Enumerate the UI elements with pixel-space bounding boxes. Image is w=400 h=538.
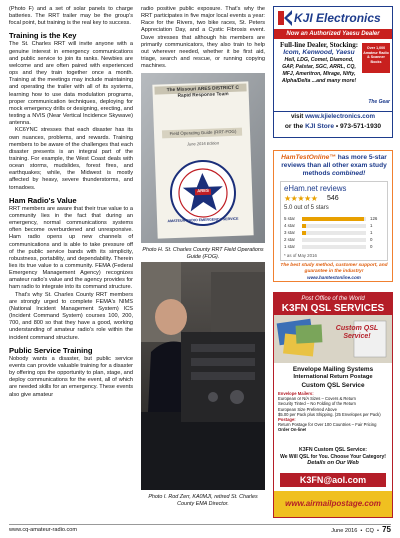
kji-contact xyxy=(274,111,392,137)
ham-star-row-label: 1 star xyxy=(284,244,295,249)
section-heading-training: Training is the Key xyxy=(9,31,77,41)
article-column-2 xyxy=(141,6,265,70)
k3fn-list-head: Postage: xyxy=(278,417,296,423)
kji-visit-label: visit xyxy=(290,113,304,120)
footer-issue: June 2016 • CQ • 75 xyxy=(331,525,391,534)
ham-review-count: 546 xyxy=(327,195,339,202)
ham-star-row-count: 0 xyxy=(370,244,373,249)
k3fn-details xyxy=(278,391,390,433)
kji-store: KJI Store xyxy=(305,123,335,130)
ares-seal-text: AMATEUR RADIO EMERGENCY SERVICE xyxy=(167,216,239,224)
ham-star-row-label: 2 star xyxy=(284,237,295,242)
ham-url-link[interactable]: www.hamtestonline.com xyxy=(307,275,361,280)
kji-line: Heil, LDG, Comet, Diamond, xyxy=(284,57,354,63)
ham-star-row-bar xyxy=(302,217,366,221)
section-heading-value: Ham Radio's Value xyxy=(9,195,77,205)
ham-star-row xyxy=(284,215,386,222)
kji-product-list xyxy=(278,41,360,85)
k3fn-email-link[interactable]: K3FN@aol.com xyxy=(280,473,386,487)
ham-star-row-fill xyxy=(302,224,306,228)
k3fn-list-item: $5.00 per Pack plus Shipping. (25 Envelopes per Pack) xyxy=(278,411,381,417)
photo-caption-h: Photo H. St. Charles County RRT Field Operations Guide (FOG). xyxy=(142,247,264,260)
k3fn-qsl-line: Details on Our Web xyxy=(307,460,359,466)
k3fn-header xyxy=(274,293,392,315)
k3fn-list-item: European or N/A Sizes – Covers & Return xyxy=(278,396,356,402)
paragraph: radio positive public exposure. That's why the RRT participates in five major local events a year: Race for the Rivers, two bike races, St. Peters Appreciation Day, and a Cystic Fibrosis event. Dave stresses that although his members are primarily communicators, they also train to help out wherever needed, whether it be first aid, triage, search and rescue, or running copying machines. xyxy=(141,6,265,70)
photo-rod-zerr xyxy=(141,262,265,490)
ham-headline-em: combined! xyxy=(331,170,366,177)
k3fn-list-item: European Size Preferred Above xyxy=(278,406,337,412)
footer-date: June 2016 xyxy=(331,528,358,534)
photo-caption-i: Photo I. Rod Zerr, KA0MJI, retired St. Charles County EMA Director. xyxy=(148,494,258,507)
ham-stars-icon: ★★★★★ xyxy=(284,194,318,203)
rod-zerr-image xyxy=(141,262,265,490)
kji-line: Alpha/Delta ...and many more! xyxy=(281,78,357,84)
kji-line: MFJ, Ameritron, Mirage, Nifty, xyxy=(282,71,356,77)
ham-review-box xyxy=(280,181,388,261)
ham-star-row-count: 1 xyxy=(370,223,373,228)
ham-star-row-count: 0 xyxy=(370,237,373,242)
kji-line: Full-line Dealer, Stocking: xyxy=(279,41,359,49)
k3fn-tagline: Post Office of the World xyxy=(301,296,365,302)
kji-brand: KJI Electronics xyxy=(294,11,381,25)
kji-gear: The Gear xyxy=(368,99,390,105)
kji-store-line xyxy=(274,122,392,132)
kji-logo-area xyxy=(274,7,392,29)
ham-star-row-fill xyxy=(302,231,306,235)
kji-line: Icom, Kenwood, Yaesu xyxy=(283,49,355,56)
ham-star-row-count: 126 xyxy=(370,216,378,221)
kji-url-line xyxy=(274,112,392,122)
section-heading-public-service: Public Service Training xyxy=(9,345,93,355)
k3fn-services xyxy=(276,366,390,390)
kji-badge: Over 1,000 Amateur Radio & Scanner Books xyxy=(362,43,390,73)
ham-tagline: The best study method, customer support, and guarantee in the industry! xyxy=(280,263,388,274)
k3fn-list-item: Order On-line! xyxy=(278,427,307,433)
ham-review-site: eHam.net reviews xyxy=(284,184,347,193)
k3fn-url-link[interactable]: www.airmailpostage.com xyxy=(274,491,392,517)
k3fn-custom: Custom QSL Service! xyxy=(335,325,379,340)
ham-star-row-count: 1 xyxy=(370,230,373,235)
paragraph: (Photo F) and a set of solar panels to charge batteries. The RRT trailer may be the group's focal point, but training is the real key to success. xyxy=(9,6,133,27)
ham-star-row xyxy=(284,236,386,243)
ad-kji-electronics[interactable] xyxy=(273,6,393,138)
ham-star-row xyxy=(284,243,386,250)
kji-logo-icon xyxy=(278,9,292,27)
footer-mag: CQ xyxy=(365,528,374,534)
ham-star-breakdown xyxy=(284,215,386,250)
photo-fog-booklet xyxy=(141,73,265,243)
ham-star-row-bar xyxy=(302,245,366,249)
ham-star-row-bar xyxy=(302,238,366,242)
paragraph: RRT members are aware that their true value to a community lies in the fact that during an emergency, normal communications systems often become overburdened and unresponsive. Ham radio opens up new channels of communications and is able to take pressure off of the public service bands with its simplicity, robustness, portability, and dependability. Therein lies its true value to a community. FEMA (Federal Emergency Management Agency) recognizes amateur radio's value and the agency provides for ham radio to integrate into its command structure. xyxy=(9,205,133,291)
ham-star-row-fill xyxy=(302,217,364,221)
kji-or-label: or the xyxy=(284,123,304,130)
kji-phone: • 973-571-1930 xyxy=(335,123,382,130)
fog-booklet-subtitle: Field Operating Guide (RRT-FOG) xyxy=(169,128,237,137)
page-number: 75 xyxy=(382,525,391,534)
ham-star-row xyxy=(284,222,386,229)
paragraph: KC6YNC stresses that each disaster has its own nuances, problems, and rewards. Training members to be aware of the challenges that each disaster presents is an integral part of the training. For example, the West Coast deals with ocean storms, mudslides, forest fires, and earthquakes; while, the Midwest is mostly affected by heavy, severe thunderstorms, and tornadoes. xyxy=(9,127,133,191)
ham-star-row-bar xyxy=(302,224,366,228)
k3fn-list-item: Security Tinted – No Folding of the Return xyxy=(278,401,356,407)
k3fn-qsl-line: K3FN Custom QSL Service: xyxy=(299,447,367,453)
kji-banner: Now an Authorized Yaesu Dealer xyxy=(274,29,392,39)
k3fn-service: Envelope Mailing Systems xyxy=(292,366,374,373)
k3fn-qsl-cards xyxy=(274,315,392,363)
k3fn-title: K3FN QSL SERVICES xyxy=(281,303,385,314)
fog-booklet-title: The Missouri ARES DISTRICT C Rapid Response Team xyxy=(166,85,240,99)
kji-line: GAP, Palstar, SGC, ARRL, CQ, xyxy=(282,64,356,70)
page-footer xyxy=(9,524,391,534)
ham-star-row-bar xyxy=(302,231,366,235)
ares-seal-center: ARES xyxy=(197,187,209,194)
k3fn-list-item: Return Postage for Over 100 Countries – Fair Pricing xyxy=(278,422,377,428)
footer-website: www.cq-amateur-radio.com xyxy=(9,527,78,533)
article-column-1 xyxy=(9,6,133,399)
ad-k3fn-qsl[interactable] xyxy=(273,292,393,518)
ham-star-row-label: 5 star xyxy=(284,216,295,221)
ham-rating: 5.0 out of 5 stars xyxy=(284,205,329,211)
ham-star-row xyxy=(284,229,386,236)
k3fn-qsl-service xyxy=(276,447,390,467)
ham-headline xyxy=(278,154,390,178)
k3fn-qsl-line: We Will QSL for You. Choose Your Category! xyxy=(280,453,386,460)
paragraph: Nobody wants a disaster, but public service events can provide valuable training for a disaster by offering ops the opportunity to plan, stage, and deploy communications for the event, all of which are needed skills for an emergency. These events also give amateur xyxy=(9,355,133,398)
ad-hamtestonline[interactable] xyxy=(273,150,393,282)
k3fn-service: Custom QSL Service xyxy=(301,381,365,389)
ham-headline-rest: has more 5-star reviews than all other exam study methods xyxy=(281,154,387,177)
ham-brand: HamTestOnline™ xyxy=(281,154,336,161)
k3fn-service: International Return Postage xyxy=(293,374,373,380)
fog-booklet-date: June 2016 Edition xyxy=(186,140,220,147)
kji-url-link[interactable]: www.kjielectronics.com xyxy=(305,113,376,120)
paragraph: That's why St. Charles County RRT members are strongly urged to complete FEMA's NIMS (National Incident Management System) ICS (Incident Command System) courses 100, 200, 700, and 800 so that they have a good, working understanding of amateur radio's role within the incident command structure. xyxy=(9,291,133,341)
ham-as-of: * as of May 2016 xyxy=(284,253,317,258)
paragraph: The St. Charles RRT will invite anyone with a genuine interest in emergency communications and public service to join its ranks. Newbies are welcome and are often paired with experienced ops and they train together once a month. Training at the meetings may include maintaining and operating the trailer with all of its systems, learning how to use data modulation programs, proper communication techniques, deploying for mock emergency drills or designing, erecting, and testing a NVIS (Near Vertical Incidence Skywave) antenna. xyxy=(9,41,133,127)
ham-star-row-label: 3 star xyxy=(284,230,295,235)
k3fn-list-head: Envelope Mailers: xyxy=(278,391,314,396)
ham-star-row-label: 4 star xyxy=(284,223,295,228)
